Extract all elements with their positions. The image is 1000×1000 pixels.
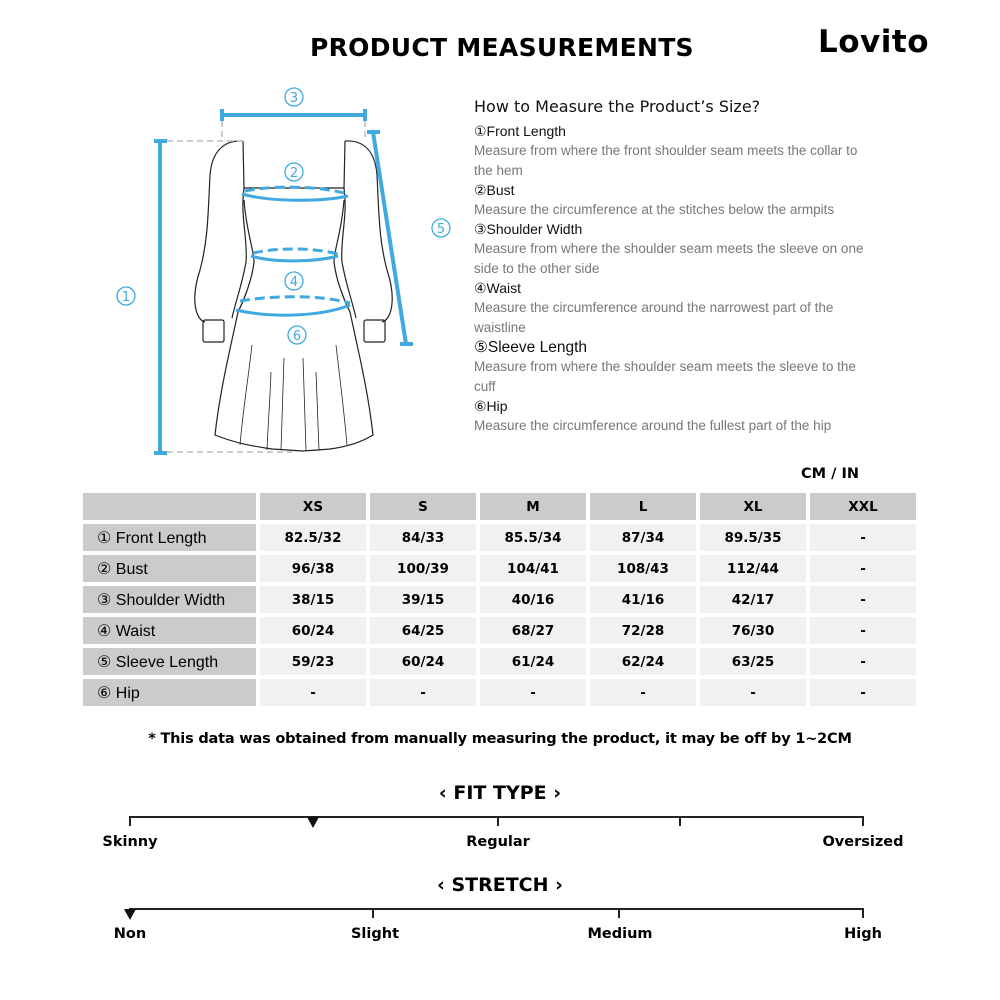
howto-item-title: ⑥Hip [474,398,508,414]
howto-item-title: ④Waist [474,280,522,296]
howto-item-desc: Measure from where the shoulder seam meets the sleeve on one [474,241,864,256]
howto-item-desc: the hem [474,163,523,178]
fit-type-tick [679,816,681,826]
column-header-l: L [590,493,696,520]
table-cell: - [810,648,916,675]
table-cell: - [370,679,476,706]
table-cell: - [810,586,916,613]
table-row [83,555,916,582]
stretch-title: ‹ STRETCH › [437,874,563,896]
fit-type-tick [497,816,499,826]
table-cell: 61/24 [480,648,586,675]
table-row [83,617,916,644]
how-to-measure-heading: How to Measure the Product’s Size? [474,97,761,116]
table-cell: 40/16 [480,586,586,613]
fit-type-tick [129,816,131,826]
stretch-label-high: High [844,926,882,942]
stretch-tick [372,908,374,918]
table-row [83,648,916,675]
unit-label: CM / IN [801,466,859,482]
row-label: ③ Shoulder Width [83,586,256,613]
fit-label-oversized: Oversized [822,834,904,850]
table-cell: 38/15 [260,586,366,613]
table-cell: - [590,679,696,706]
howto-item-title: ③Shoulder Width [474,221,583,237]
column-header-xl: XL [700,493,806,520]
table-header-row [83,493,916,520]
howto-item-desc: Measure from where the shoulder seam meets the sleeve to the [474,359,856,374]
stretch-tick [618,908,620,918]
table-cell: 62/24 [590,648,696,675]
table-cell: - [700,679,806,706]
howto-item-front-length [474,122,914,181]
table-cell: 59/23 [260,648,366,675]
howto-item-desc: Measure the circumference around the narrowest part of the [474,300,834,315]
table-cell: 104/41 [480,555,586,582]
table-cell: 60/24 [260,617,366,644]
fit-label-regular: Regular [466,834,530,850]
table-row [83,586,916,613]
stretch-axis [129,908,864,910]
row-label: ⑤ Sleeve Length [83,648,256,675]
fit-type-tick [862,816,864,826]
howto-item-desc: side to the other side [474,261,600,276]
table-corner-cell [83,493,256,520]
svg-text:4: 4 [289,275,299,290]
stretch-marker-icon [124,909,136,920]
howto-item-bust [474,181,914,220]
row-label: ④ Waist [83,617,256,644]
table-cell: - [810,524,916,551]
svg-text:6: 6 [292,329,302,344]
dress-measurement-diagram [90,80,470,470]
table-cell: 41/16 [590,586,696,613]
howto-item-waist [474,279,914,338]
column-header-xs: XS [260,493,366,520]
brand-logo: Lovito [818,24,930,60]
table-cell: 82.5/32 [260,524,366,551]
svg-text:5: 5 [436,222,446,237]
table-cell: 96/38 [260,555,366,582]
howto-item-title: ⑤Sleeve Length [474,339,588,356]
row-label: ⑥ Hip [83,679,256,706]
measurement-note: * This data was obtained from manually measuring the product, it may be off by 1~2CM [148,731,852,747]
table-cell: 108/43 [590,555,696,582]
table-cell: - [260,679,366,706]
table-cell: 85.5/34 [480,524,586,551]
size-chart-table [79,489,920,710]
howto-item-shoulder-width [474,220,914,279]
svg-text:3: 3 [289,91,299,106]
howto-item-title: ②Bust [474,182,515,198]
table-cell: 64/25 [370,617,476,644]
stretch-label-medium: Medium [587,926,653,942]
howto-item-title: ①Front Length [474,123,566,139]
page-title: PRODUCT MEASUREMENTS [310,33,694,62]
table-cell: - [810,617,916,644]
svg-text:1: 1 [121,290,131,305]
table-cell: 100/39 [370,555,476,582]
table-cell: 60/24 [370,648,476,675]
table-cell: 84/33 [370,524,476,551]
howto-item-desc: cuff [474,379,496,394]
fit-type-title: ‹ FIT TYPE › [438,782,562,804]
table-cell: - [480,679,586,706]
column-header-m: M [480,493,586,520]
howto-item-desc: Measure the circumference at the stitches below the armpits [474,202,835,217]
table-cell: - [810,679,916,706]
howto-item-sleeve-length [474,338,914,397]
stretch-label-non: Non [113,926,147,942]
fit-type-marker-icon [307,817,319,828]
svg-text:2: 2 [289,166,299,181]
howto-item-hip [474,397,914,436]
table-cell: 39/15 [370,586,476,613]
table-row [83,524,916,551]
row-label: ① Front Length [83,524,256,551]
table-cell: 42/17 [700,586,806,613]
table-cell: 72/28 [590,617,696,644]
fit-label-skinny: Skinny [102,834,158,850]
stretch-tick [862,908,864,918]
table-cell: 87/34 [590,524,696,551]
table-cell: 89.5/35 [700,524,806,551]
howto-item-desc: Measure from where the front shoulder seam meets the collar to [474,143,858,158]
how-to-measure-section [474,97,914,436]
table-row [83,679,916,706]
table-cell: 63/25 [700,648,806,675]
column-header-s: S [370,493,476,520]
table-cell: 68/27 [480,617,586,644]
howto-item-desc: Measure the circumference around the fullest part of the hip [474,418,832,433]
column-header-xxl: XXL [810,493,916,520]
howto-item-desc: waistline [474,320,526,335]
stretch-label-slight: Slight [350,926,400,942]
table-cell: 76/30 [700,617,806,644]
table-cell: 112/44 [700,555,806,582]
table-cell: - [810,555,916,582]
row-label: ② Bust [83,555,256,582]
